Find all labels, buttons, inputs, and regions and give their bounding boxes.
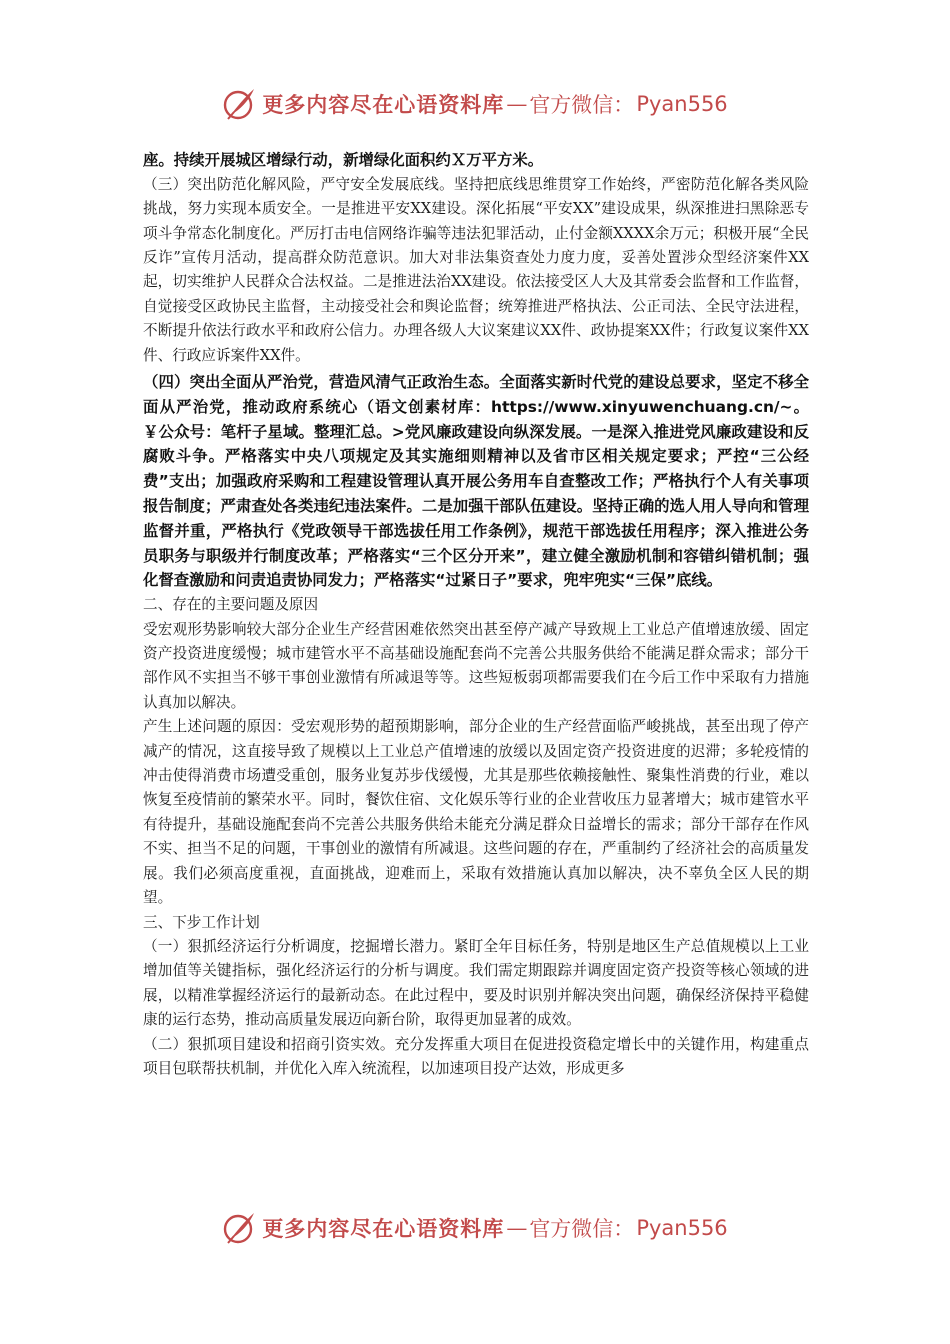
banner-separator: — bbox=[506, 92, 528, 116]
banner-official-label: 官方微信： bbox=[529, 93, 635, 117]
paragraph-greening: 座。持续开展城区增绿行动，新增绿化面积约Ｘ万平方米。 bbox=[143, 151, 544, 169]
banner-separator: — bbox=[506, 1216, 528, 1240]
paragraph-party-governance: （四）突出全面从严治党，营造风清气正政治生态。全面落实新时代党的建设总要求，坚定不移全面从严治党，推动政府系统心（语文创素材库：https://www.xinyuwenchuang.cn/~。￥公众号：笔杆子星域。整理汇总。>党风廉政建设向纵深发展。一是深入推进党风廉政建设和反腐败斗争。严格落实中央八项规定及其实施细则精神以及省市区相关规定要求；严控“三公经费”支出；加强政府采购和工程建设管理认真开展公务用车自查整改工作；严格执行个人有关事项报告制度；严肃查处各类违纪违法案件。二是加强干部队伍建设。坚持正确的选人用人导向和管理监督并重，严格执行《党政领导干部选拔任用工作条例》，规范干部选拔任用程序；深入推进公务员职务与职级并行制度改革；严格落实“三个区分开来”，建立健全激励机制和容错纠错机制；强化督查激励和问责追责协同发力；严格落实“过紧日子”要求，兜牢兜实“三保”底线。 bbox=[143, 373, 809, 590]
footer-banner bbox=[0, 1206, 950, 1250]
paragraph-causes: 产生上述问题的原因：受宏观形势的超预期影响，部分企业的生产经营面临严峻挑战，甚至出现了停产减产的情况，这直接导致了规模以上工业总产值增速的放缓以及固定资产投资进度的迟滞；多轮疫情的冲击使得消费市场遭受重创，服务业复苏步伐缓慢，尤其是那些依赖接触性、聚集性消费的行业，难以恢复至疫情前的繁荣水平。同时，餐饮住宿、文化娱乐等行业的企业营收压力显著增大；城市建管水平有待提升，基础设施配套尚不完善公共服务供给未能充分满足群众日益增长的需求；部分干部存在作风不实、担当不足的问题，干事创业的激情有所减退。这些问题的存在，严重制约了经济社会的高质量发展。我们必须高度重视，直面挑战，迎难而上，采取有效措施认真加以解决，决不辜负全区人民的期望。 bbox=[143, 718, 809, 907]
paragraph-problems: 受宏观形势影响较大部分企业生产经营困难依然突出甚至停产减产导致规上工业总产值增速放缓、固定资产投资进度缓慢；城市建管水平不高基础设施配套尚不完善公共服务供给不能满足群众需求；部分干部作风不实担当不够干事创业激情有所减退等等。这些短板弱项都需要我们在今后工作中采取有力措施认真加以解决。 bbox=[143, 620, 809, 711]
paragraph-economic-scheduling: （一）狠抓经济运行分析调度，挖掘增长潜力。紧盯全年目标任务，特别是地区生产总值规模以上工业增加值等关键指标，强化经济运行的分析与调度。我们需定期跟踪并调度固定资产投资等核心领域的进展，以精准掌握经济运行的最新动态。在此过程中，要及时识别并解决突出问题，确保经济保持平稳健康的运行态势，推动高质量发展迈向新台阶，取得更加显著的成效。 bbox=[143, 937, 809, 1029]
banner-brand-text: 更多内容尽在心语资料库 bbox=[262, 1216, 505, 1241]
banner-wechat-handle: Pyan556 bbox=[636, 1216, 728, 1240]
banner-brand-text: 更多内容尽在心语资料库 bbox=[262, 92, 505, 117]
header-banner bbox=[0, 82, 950, 126]
document-body bbox=[143, 148, 809, 1081]
banner-wechat-handle: Pyan556 bbox=[636, 92, 728, 116]
pen-feather-logo-icon bbox=[222, 1210, 258, 1246]
paragraph-project-construction: （二）狠抓项目建设和招商引资实效。充分发挥重大项目在促进投资稳定增长中的关键作用，构建重点项目包联帮扶机制，并优化入库入统流程，以加速项目投产达效，形成更多 bbox=[143, 1035, 809, 1077]
section-heading-problems: 二、存在的主要问题及原因 bbox=[143, 596, 319, 614]
section-heading-next-plan: 三、下步工作计划 bbox=[143, 913, 260, 931]
banner-official-label: 官方微信： bbox=[529, 1217, 635, 1241]
pen-feather-logo-icon bbox=[222, 86, 258, 122]
paragraph-risk-prevention: （三）突出防范化解风险，严守安全发展底线。坚持把底线思维贯穿工作始终，严密防范化解各类风险挑战，努力实现本质安全。一是推进平安XX建设。深化拓展“平安XX”建设成果，纵深推进扫黑除恶专项斗争常态化制度化。严厉打击电信网络诈骗等违法犯罪活动，止付金额XXXX余万元；积极开展“全民反诈”宣传月活动，提高群众防范意识。加大对非法集资查处力度力度，妥善处置涉众型经济案件XX起，切实维护人民群众合法权益。二是推进法治XX建设。依法接受区人大及其常委会监督和工作监督，自觉接受区政协民主监督，主动接受社会和舆论监督；统筹推进严格执法、公正司法、全民守法进程，不断提升依法行政水平和政府公信力。办理各级人大议案建议XX件、政协提案XX件；行政复议案件XX件、行政应诉案件XX件。 bbox=[143, 175, 809, 364]
